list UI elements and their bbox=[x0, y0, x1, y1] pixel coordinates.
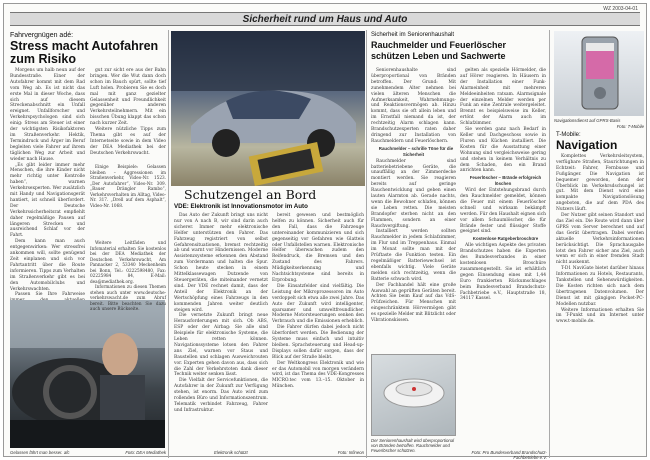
paragraph: Dem kann man auch entgegenwirken: Wer stressfrei ankommen will, sollte genügend Zeit einplanen und sich vor Fahrtantritt über die Route informieren. Tipps zum Verhalten im Straßenverkehr gibt es bei den Automobilclubs und Verkehrswachten. bbox=[10, 239, 85, 292]
column-rule bbox=[549, 30, 550, 458]
left-photo-credit: Foto: DEA Mediathek bbox=[125, 450, 166, 455]
mid-headline: Schutzengel an Bord bbox=[184, 187, 317, 202]
paragraph: Komplettes Verkehrsleitsystem, verfügbare Straßen, Staurichtungen in Echtzeit: Fahrer, Fernbusse und Fußgänger. Die Navigation ist bequemer geworden, denn der Überblick im Verkehrsdschungel ist gut. Mit dem Dienst wird eine kompakte Navigationslösung angeboten, die auf dem PDA des Nutzers läuft. bbox=[556, 154, 644, 213]
car-electronics-illustration bbox=[171, 31, 365, 186]
mid-photo-caption: Elektronik schützt bbox=[214, 450, 248, 455]
column-rule bbox=[168, 30, 169, 458]
nav-photo-pda bbox=[554, 31, 644, 116]
paragraph: Informationen zu diesen Themen stehen auch unter www.deutsche-verkehrswacht.de zum Abruf bereit. Bitte beachten Sie dazu auch unsere Rückseite. bbox=[90, 284, 166, 311]
smoke-detector-illustration bbox=[372, 355, 457, 437]
section-banner bbox=[10, 12, 640, 26]
nav-body bbox=[556, 154, 644, 450]
left-body-col1 bbox=[10, 68, 85, 298]
nav-photo-credit: Foto: T-Mobile bbox=[616, 124, 644, 129]
left-headline: Stress macht Autofahren zum Risiko bbox=[10, 39, 159, 66]
page-info: WZ 2003-04-01 bbox=[603, 6, 638, 12]
nav-photo-caption: Navigationsdienst auf GPRS-Basis bbox=[554, 118, 621, 123]
left-kicker: Fahrvergnügen adé: bbox=[10, 32, 74, 39]
paragraph: Weitere nützliche Tipps zum Thema gibt es auf der Internetseite sowie in dem Video der DEA Mediathek bei der Deutschen Verkehrswacht. bbox=[90, 127, 166, 156]
paragraph: bereit gewesen und bestmöglich helfen zu können. Sicherheit auch für den Fall, dass die Fahrzeuge untereinander kommunizieren und sich gegenseitig vor Gefahren wie Glatteis oder Unfallstellen warnen. Elektronische Helfer überwachen zudem den Reifendruck, die Bremsen und den Zustand des Fahrers. Müdigkeitserkennung und Nachtsichtsysteme sind bereits in Erprobung. bbox=[272, 213, 364, 283]
paragraph: Die Fahrer dürfen dabei jedoch nicht überfordert werden. Die Bedienung der Systeme muss einfach und intuitiv bleiben. Sprachsteuerung und Head-up-Displays sollen dafür sorgen, dass der Blick auf der Straße bleibt. bbox=[272, 325, 364, 360]
paragraph: Der Nutzer gibt seinen Standort und das Ziel ein. Die Route wird dann über GPRS vom Server berechnet und auf das Gerät übertragen. Dabei werden aktuelle Verkehrsinformationen berücksichtigt. Die Sprachausgabe lotst den Fahrer sicher ans Ziel, auch wenn er sich in einer fremden Stadt nicht auskennt. bbox=[556, 213, 644, 266]
pda-illustration bbox=[554, 31, 644, 116]
paragraph: Sie werden ganz nach Bedarf in Keller und Dachgeschoss sowie in Fluren und Küchen installiert. Die Kosten für die Ausstattung einer Wohnung sind vergleichsweise gering und stehen in keinem Verhältnis zu dem Schaden, den ein Brand anrichten kann. bbox=[460, 127, 546, 174]
nav-headline: Navigation bbox=[556, 138, 618, 152]
mid-photo-credit: Foto: Infineon bbox=[337, 450, 364, 455]
left-photo-driver bbox=[10, 300, 165, 448]
paragraph: Weitere Leitfäden und Infomaterial erhalten Sie kostenlos bei der DEA Mediathek der Deutschen Verkehrswacht, Am Pannacker 2, 53340 Meckenheim bei Bonn, Tel.: 0222598480, Fax: 02225984 84, E-Mail: dea@mediathek.org. bbox=[90, 240, 166, 284]
paragraph: Wird der Entstehungsbrand durch den Rauchmelder gemeldet, können die Feuer mit einem Feuerlöscher schnell und wirksam bekämpft werden. Für den Haushalt eignen sich vor allem Schaumlöscher, die für Brände fester und flüssiger Stoffe geeignet sind. bbox=[460, 188, 546, 235]
paragraph: Die vernetzte Zukunft bringt neue Herausforderungen mit sich. Ob ABS, ESP oder der Airbag: Sie alle sind Beispiele für elektronische Systeme, die Leben retten können. Navigationssysteme lotsen den Fahrer ans Ziel, warnen vor Staus und Baustellen und schlagen Ausweichrouten vor. Experten gehen davon aus, dass sich die Zahl der Verkehrstoten dank dieser Technik weiter senken lässt. bbox=[174, 313, 268, 378]
paragraph: T-D1 NaviGate bietet darüber hinaus Informationen zu Hotels, Restaurants, Tankstellen und Sehenswürdigkeiten. Die Kosten richten sich nach dem übertragenen Datenvolumen. Der Dienst ist mit gängigen Pocket-PC-Modellen nutzbar. bbox=[556, 266, 644, 307]
mid-body-col1 bbox=[174, 213, 268, 448]
column-rule bbox=[366, 30, 367, 458]
mid-photo-electronics bbox=[171, 31, 365, 186]
paragraph: Der Weltkongress Elektronik und wie er das Automobil von morgen verändern wird, ist das Thema des VDE-Kongresses MICRO.tec vom 13.–15. Oktober in München. bbox=[272, 360, 364, 390]
nav-kicker: T-Mobile: bbox=[556, 132, 581, 138]
subheading: Kostenlose Ratgeberbroschüre bbox=[472, 236, 539, 242]
left-body-col2-top bbox=[90, 68, 166, 161]
left-body-col2-bottom bbox=[90, 240, 166, 311]
driver-illustration bbox=[10, 300, 165, 448]
paragraph: Einige Beispiele: Gelassen bleiben – Aggressionen im Straßenverkehr, Video-Nr. 1523. „Der Autofahrer“, Video-Nr. 309. „Bauer Drängler Rambo“, Verkehrsverhalten im Alltag, Video-Nr. 317. „Drell auf dem Asphalt“, Video-Nr. 1068. bbox=[90, 164, 166, 208]
banner-title: Sicherheit rund um Haus und Auto bbox=[242, 14, 408, 25]
subheading: Feuerlöscher – Brände erfolgreich löschen bbox=[469, 175, 542, 187]
right-body-col2 bbox=[460, 68, 546, 448]
mid-subhead: VDE: Elektronik ist Innovationsmotor im Auto bbox=[174, 203, 308, 210]
paragraph: Das Auto der Zukunft bringt uns nicht nur von A nach B, wir sind darin auch sicherer. Immer mehr elektronische Helfer unterstützen den Fahrer. Das Fahrzeug registriert von selbst Gefahrensituationen, bremst rechtzeitig ab und warnt vor Hindernissen. Moderne Assistenzsysteme erkennen den Abstand zum Vordermann und halten die Spur. Schon heute stecken in einem Mittelklassewagen Dutzende von Steuergeräten, die miteinander vernetzt sind. Der VDE rechnet damit, dass der Anteil der Elektronik an der Wertschöpfung eines Fahrzeugs in den kommenden Jahren weiter deutlich steigen wird. bbox=[174, 213, 268, 313]
paragraph: Installiert werden sollten Rauchmelder in jedem Schlafzimmer, im Flur und im Treppenhaus. Einmal im Monat sollte man mit der Prüftaste die Funktion testen. Ein regelmäßiger Batteriewechsel ist ebenfalls wichtig. Viele Geräte melden sich rechtzeitig, wenn die Batterie schwach wird. bbox=[371, 229, 456, 282]
right-photo-credit: Foto: Pro Bundesverband Brandschutz-Fachbetriebe e.V. bbox=[471, 450, 547, 460]
paragraph: Die Einsatzfelder sind vielfältig. Die Leistung der Mikroprozessoren im Auto verdoppelt sich etwa alle zwei Jahre. Das Auto der Zukunft wird intelligenter, sparsamer und umweltfreundlicher. Moderne Motorsteuerungen senken den Verbrauch und die Emissionen erheblich. bbox=[272, 283, 364, 325]
paragraph: gut zur sicht ere aus der Bahn bringen. Wer die Wut dann doch schon im Bauch spürt, sollte tief Luft holen. Probieren Sie es doch mal mit ganz gezielter Gelassenheit und Freundlichkeit gegenüber anderen Verkehrsteilnehmern. Mit ein bisschen Übung klappt das schon nach kurzer Zeit. bbox=[90, 68, 166, 127]
paragraph: gelten als spezielle Hörmelder, die auf Hörer reagieren. In Häusern in der Installation einer Funk-Alarmeinheit mit mehreren Meldeeinheiten ratsam. Alarmsignale der einzelnen Melder werden per Funk an eine Zentrale weitergeleitet. Brennt es beispielsweise im Keller, ertönt der Alarm auch im Schlafzimmer. bbox=[460, 68, 546, 127]
paragraph: Seniorenhaushalte sind überproportional von Bränden betroffen. Der Grund: Mit zunehmendem Alter nehmen bei vielen älteren Menschen die Aufmerksamkeit, Wahrnehmungs- und Reaktionsvermögen ab. Hinzu kommt, dass sie oft allein leben und im Ernstfall niemand da ist, der rechtzeitig Alarm schlagen kann. Brandschutzexperten raten daher dringend zur Installation von Rauchmeldern und Feuerlöschern. bbox=[371, 68, 456, 144]
paragraph: Passen Sie Ihre Fahrweise bbox=[15, 292, 85, 298]
mid-body-col2 bbox=[272, 213, 364, 448]
paragraph: Alle wichtigen Aspekte des privaten Brandschutzes haben die Experten des Bundesverbandes in einer kostenlosen Broschüre zusammengestellt. Sie ist erhältlich gegen Einsendung eines mit 1,44 Euro frankierten Rückumschlages beim Bundesverband Brandschutz-Fachbetriebe e.V., Hauptstraße 18, 34117 Kassel. bbox=[460, 243, 546, 302]
right-photo-caption: Der Seniorenhaushalt wird überproportional von Bränden betroffen. Rauchmelder und Feuerlöscher schützen. bbox=[371, 438, 455, 453]
right-headline: Rauchmelder und Feuerlöscher schützen Leben und Sachwerte bbox=[371, 40, 507, 61]
paragraph: „Es gibt leider immer mehr Menschen, die ihre Kinder nicht mehr richtig unter Kontrolle haben“, warnen Verkehrsexperten. Wer zusätzlich mit Handy und Navigationsgerät hantiert, ist schnell überfordert. Der Deutsche Verkehrssicherheitsrat empfiehlt daher regelmäßige Pausen auf längeren Strecken und ausreichend Schlaf vor der Fahrt. bbox=[10, 162, 85, 239]
right-photo-smoke-detector bbox=[371, 354, 456, 436]
paragraph: Morgens um halb neun auf der Bundesstraße. Einer der Autofahrer kommt mit dem Rad vom Weg ab. Es ist nicht das erste Mal in dieser Woche, dass sich auf diesem Streckenabschnitt ein Unfall ereignet. Unfallforscher und Verkehrspsychologen sind sich einig: Stress am Steuer ist einer der wichtigsten Risikofaktoren im Straßenverkehr. Hektik, Termindruck und Ärger im Beruf begleiten viele Fahrer auf ihrem täglichen Weg zur Arbeit und wieder nach Hause. bbox=[10, 68, 85, 162]
paragraph: Die Vielfalt der Servicefunktionen, die Autofahrer in der Zukunft zur Verfügung stehen, ist enorm. Das Auto wird zum rollenden Büro und Informationszentrum. Telematik verbindet Fahrzeug, Fahrer und Infrastruktur. bbox=[174, 378, 268, 413]
paragraph: Weitere Informationen erhalten Sie im T-Punkt und im Internet unter www.t-mobile.de. bbox=[556, 307, 644, 325]
subheading: Rauchmelder – schrille Töne für die Sicherheit bbox=[378, 145, 454, 157]
paragraph: Der Fachhandel hält eine große Auswahl an geprüften Geräten bereit. Achten Sie beim Kauf auf das VdS-Prüfzeichen. Für Menschen mit eingeschränktem Hörvermögen gibt es spezielle Melder mit Blitzlicht oder Vibrationskissen. bbox=[371, 282, 456, 324]
right-body-col1 bbox=[371, 68, 456, 353]
right-kicker: Sicherheit im Seniorenhaushalt bbox=[371, 32, 455, 38]
paragraph: Rauchmelder sind batteriebetriebene Geräte, die unauffällig an der Zimmerdecke montiert werden. Sie reagieren bereits auf geringe Rauchentwicklung und geben einen lauten Alarmton ab. Gerade nachts, wenn die Bewohner schlafen, können sie Leben retten. Die meisten Brandopfer sterben nicht an den Flammen, sondern an einer Rauchvergiftung. bbox=[371, 158, 456, 229]
left-photo-caption: Gelassen fährt man besser. afc bbox=[10, 450, 70, 455]
newspaper-page bbox=[3, 3, 647, 460]
